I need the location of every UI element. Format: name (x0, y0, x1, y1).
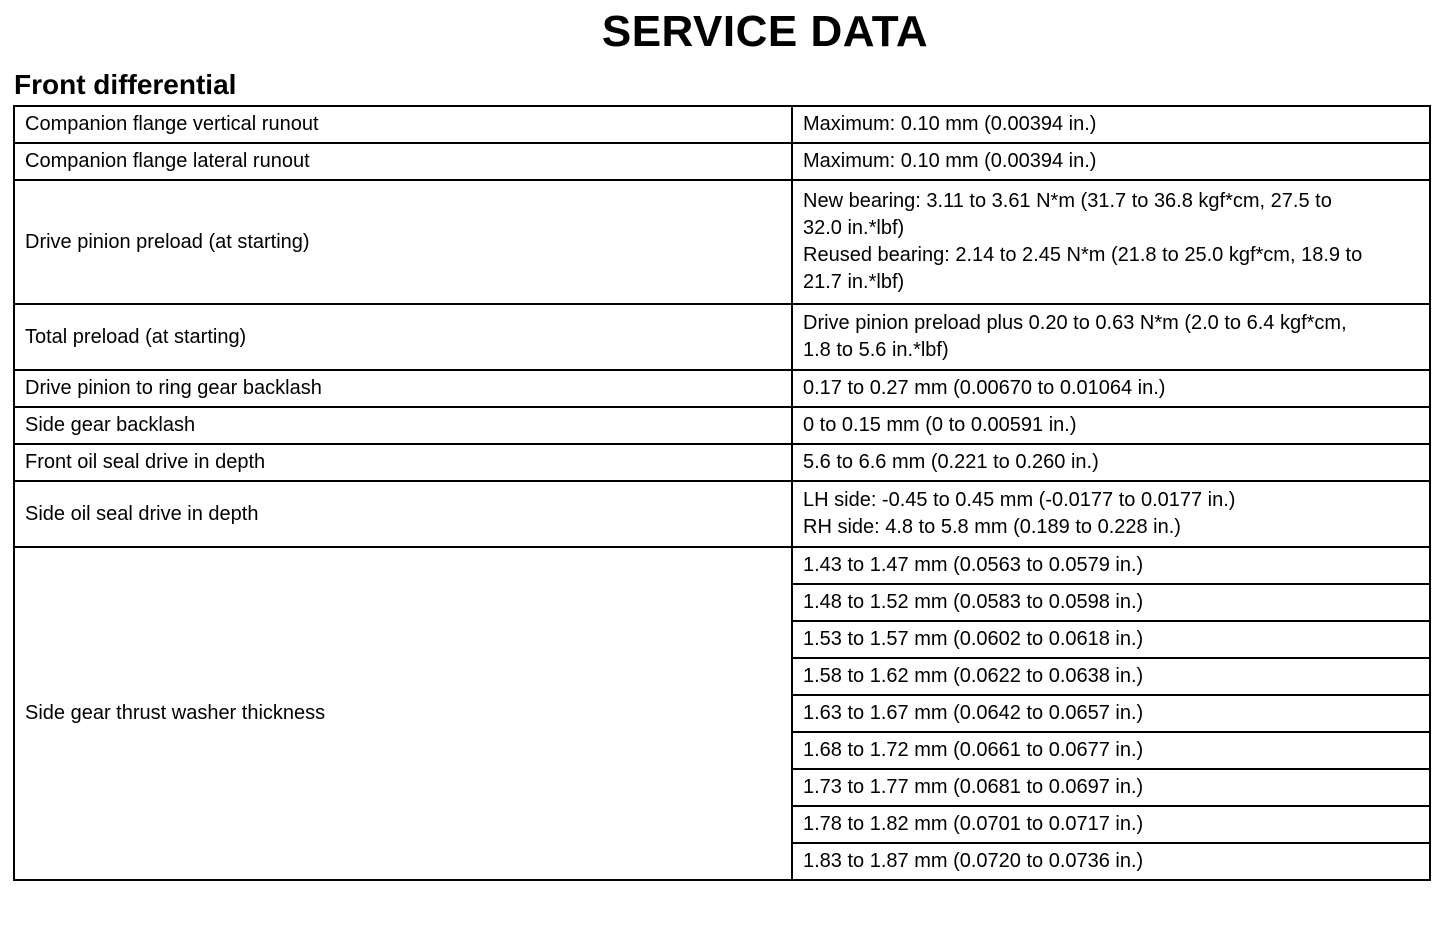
thrust-washer-value: 1.63 to 1.67 mm (0.0642 to 0.0657 in.) (792, 695, 1430, 732)
spec-label: Front oil seal drive in depth (14, 444, 792, 481)
spec-label: Side oil seal drive in depth (14, 481, 792, 547)
spec-label: Side gear thrust washer thickness (14, 547, 792, 880)
spec-value (792, 180, 1430, 304)
spec-value-line: 1.8 to 5.6 in.*lbf) (803, 339, 949, 361)
spec-label: Companion flange vertical runout (14, 106, 792, 143)
table-row (14, 180, 1430, 304)
spec-label: Companion flange lateral runout (14, 143, 792, 180)
table-row (14, 143, 1430, 180)
spec-value: 0 to 0.15 mm (0 to 0.00591 in.) (792, 407, 1430, 444)
spec-value: Maximum: 0.10 mm (0.00394 in.) (792, 106, 1430, 143)
thrust-washer-value: 1.73 to 1.77 mm (0.0681 to 0.0697 in.) (792, 769, 1430, 806)
table-row (14, 370, 1430, 407)
spec-value: Maximum: 0.10 mm (0.00394 in.) (792, 143, 1430, 180)
spec-label: Side gear backlash (14, 407, 792, 444)
page-title: SERVICE DATA (601, 7, 929, 56)
service-data-table (13, 105, 1431, 881)
thrust-washer-value: 1.53 to 1.57 mm (0.0602 to 0.0618 in.) (792, 621, 1430, 658)
spec-value-line: RH side: 4.8 to 5.8 mm (0.189 to 0.228 in.) (803, 516, 1181, 538)
spec-label: Drive pinion to ring gear backlash (14, 370, 792, 407)
thrust-washer-value: 1.83 to 1.87 mm (0.0720 to 0.0736 in.) (792, 843, 1430, 880)
spec-value: 0.17 to 0.27 mm (0.00670 to 0.01064 in.) (792, 370, 1430, 407)
spec-label: Drive pinion preload (at starting) (14, 180, 792, 304)
thrust-washer-value: 1.48 to 1.52 mm (0.0583 to 0.0598 in.) (792, 584, 1430, 621)
thrust-washer-value: 1.58 to 1.62 mm (0.0622 to 0.0638 in.) (792, 658, 1430, 695)
table-row (14, 547, 1430, 584)
spec-value-line: New bearing: 3.11 to 3.61 N*m (31.7 to 36.8 kgf*cm, 27.5 to (803, 190, 1332, 212)
spec-value-line: 21.7 in.*lbf) (803, 271, 905, 293)
spec-value-line: Reused bearing: 2.14 to 2.45 N*m (21.8 to 25.0 kgf*cm, 18.9 to (803, 244, 1363, 266)
spec-value-line: Drive pinion preload plus 0.20 to 0.63 N*m (2.0 to 6.4 kgf*cm, (803, 312, 1347, 334)
table-row (14, 106, 1430, 143)
table-row (14, 481, 1430, 547)
thrust-washer-value: 1.68 to 1.72 mm (0.0661 to 0.0677 in.) (792, 732, 1430, 769)
table-row (14, 304, 1430, 370)
table-row (14, 444, 1430, 481)
spec-value (792, 304, 1430, 370)
spec-value: 5.6 to 6.6 mm (0.221 to 0.260 in.) (792, 444, 1430, 481)
spec-label: Total preload (at starting) (14, 304, 792, 370)
spec-value (792, 481, 1430, 547)
spec-value-line: LH side: -0.45 to 0.45 mm (-0.0177 to 0.0177 in.) (803, 489, 1236, 511)
table-row (14, 407, 1430, 444)
spec-value-line: 32.0 in.*lbf) (803, 217, 905, 239)
thrust-washer-value: 1.78 to 1.82 mm (0.0701 to 0.0717 in.) (792, 806, 1430, 843)
section-title: Front differential (14, 69, 237, 100)
thrust-washer-value: 1.43 to 1.47 mm (0.0563 to 0.0579 in.) (792, 547, 1430, 584)
